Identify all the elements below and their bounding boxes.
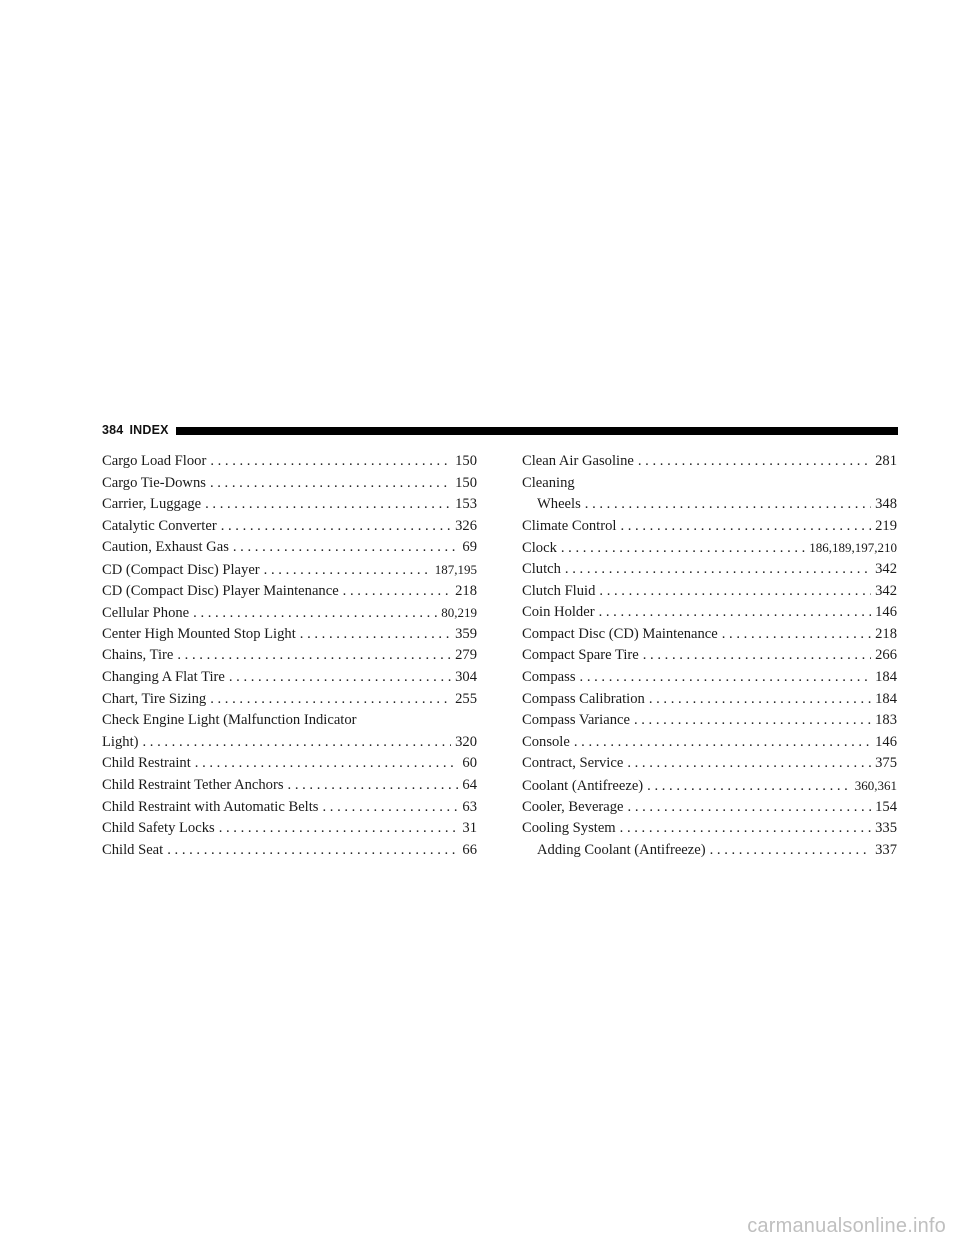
entry-label: Chart, Tire Sizing (102, 690, 207, 707)
index-entry (522, 797, 897, 819)
index-entry (522, 602, 897, 624)
entry-page: 31 (462, 820, 477, 837)
dot-leader (300, 624, 451, 646)
entry-label: CD (Compact Disc) Player (102, 561, 260, 578)
entry-page: 146 (875, 733, 897, 750)
entry-page: 326 (455, 517, 477, 534)
index-heading (522, 473, 897, 495)
entry-page: 375 (875, 755, 897, 772)
entry-label: Child Safety Locks (102, 820, 215, 837)
entry-page: 348 (875, 496, 897, 513)
entry-label: Console (522, 733, 570, 750)
entry-label: Caution, Exhaust Gas (102, 539, 229, 556)
entry-page: 279 (455, 647, 477, 664)
entry-page: 146 (875, 604, 897, 621)
index-entry (522, 451, 897, 473)
index-entry (102, 732, 477, 754)
dot-leader (722, 624, 871, 646)
index-entry (522, 689, 897, 711)
entry-page: 266 (875, 647, 897, 664)
entry-label: Cellular Phone (102, 605, 190, 622)
dot-leader (210, 689, 451, 711)
entry-page: 154 (875, 798, 897, 815)
index-entry (522, 732, 897, 754)
dot-leader (210, 473, 451, 495)
dot-leader (233, 537, 459, 559)
entry-label: Compact Spare Tire (522, 647, 639, 664)
entry-page: 66 (462, 841, 477, 858)
index-entry (522, 818, 897, 840)
entry-page: 150 (455, 474, 477, 491)
index-entry (102, 818, 477, 840)
entry-page: 64 (462, 776, 477, 793)
header-rule (176, 427, 898, 435)
section-title: INDEX (129, 423, 169, 437)
entry-page: 218 (455, 582, 477, 599)
entry-page: 342 (875, 582, 897, 599)
entry-page: 69 (462, 539, 477, 556)
entry-label: Cargo Tie-Downs (102, 474, 206, 491)
dot-leader (620, 516, 871, 538)
index-entry (102, 451, 477, 473)
entry-label: Climate Control (522, 517, 617, 534)
index-entry (102, 645, 477, 667)
index-entry (102, 537, 477, 559)
index-entry (102, 602, 477, 624)
index-entry (522, 753, 897, 775)
entry-label: Contract, Service (522, 755, 624, 772)
watermark: carmanualsonline.info (747, 1215, 946, 1237)
entry-page: 187,195 (434, 561, 477, 577)
dot-leader (634, 710, 871, 732)
index-entry (102, 624, 477, 646)
entry-label: Clutch (522, 560, 561, 577)
index-column-left (102, 451, 477, 861)
dot-leader (264, 560, 431, 582)
entry-page: 63 (462, 798, 477, 815)
index-entry (522, 516, 897, 538)
dot-leader (710, 840, 872, 862)
entry-label: Clean Air Gasoline (522, 453, 634, 469)
entry-page: 184 (875, 690, 897, 707)
entry-label: Adding Coolant (Antifreeze) (537, 841, 706, 858)
entry-page: 281 (875, 453, 897, 469)
entry-label: Chains, Tire (102, 647, 174, 664)
entry-label: Cleaning (522, 474, 575, 491)
index-entry (522, 537, 897, 559)
index-entry (102, 516, 477, 538)
dot-leader (565, 559, 871, 581)
entry-label: Coolant (Antifreeze) (522, 777, 644, 794)
index-entry (522, 667, 897, 689)
entry-label: Light) (102, 733, 139, 750)
entry-label: Child Restraint (102, 755, 191, 772)
dot-leader (580, 667, 872, 689)
entry-label: Clutch Fluid (522, 582, 596, 599)
index-entry (102, 473, 477, 495)
dot-leader (585, 494, 871, 516)
entry-label: CD (Compact Disc) Player Maintenance (102, 582, 339, 599)
entry-label: Cooler, Beverage (522, 798, 624, 815)
entry-label: Coin Holder (522, 604, 595, 621)
dot-leader (210, 451, 451, 473)
dot-leader (574, 732, 871, 754)
dot-leader (599, 602, 872, 624)
dot-leader (627, 753, 871, 775)
entry-page: 183 (875, 712, 897, 729)
dot-leader (599, 581, 871, 603)
index-entry (522, 710, 897, 732)
entry-page: 255 (455, 690, 477, 707)
index-subentry (522, 840, 897, 862)
dot-leader (205, 494, 451, 516)
dot-leader (193, 603, 437, 625)
dot-leader (221, 516, 451, 538)
entry-label: Child Restraint with Automatic Belts (102, 798, 319, 815)
index-entry (102, 797, 477, 819)
index-entry (102, 689, 477, 711)
entry-label: Clock (522, 540, 557, 557)
index-column-right (522, 451, 897, 861)
entry-page: 219 (875, 517, 897, 534)
entry-label: Catalytic Converter (102, 517, 217, 534)
entry-label: Compass Calibration (522, 690, 645, 707)
dot-leader (643, 645, 871, 667)
entry-page: 335 (875, 820, 897, 837)
entry-page: 337 (875, 841, 897, 858)
dot-leader (561, 538, 805, 560)
entry-page: 304 (455, 668, 477, 685)
page-header (102, 420, 898, 440)
dot-leader (649, 689, 871, 711)
dot-leader (343, 581, 451, 603)
index-entry (102, 494, 477, 516)
dot-leader (288, 775, 459, 797)
entry-page: 218 (875, 625, 897, 642)
entry-label: Center High Mounted Stop Light (102, 625, 296, 642)
entry-label: Wheels (537, 496, 581, 513)
entry-label: Cooling System (522, 820, 616, 837)
dot-leader (322, 797, 458, 819)
entry-page: 320 (455, 733, 477, 750)
entry-page: 80,219 (441, 605, 477, 621)
entry-page: 360,361 (854, 777, 897, 793)
entry-label: Compass (522, 668, 576, 685)
dot-leader (177, 645, 451, 667)
index-entry (522, 775, 897, 797)
index-entry (102, 559, 477, 581)
entry-label: Carrier, Luggage (102, 496, 202, 513)
index-entry (522, 559, 897, 581)
index-entry (522, 645, 897, 667)
entry-page: 342 (875, 560, 897, 577)
entry-page: 153 (455, 496, 477, 513)
entry-label: Check Engine Light (Malfunction Indicator (102, 712, 357, 729)
index-entry (102, 667, 477, 689)
dot-leader (142, 732, 451, 754)
entry-page: 150 (455, 453, 477, 469)
index-entry (102, 775, 477, 797)
index-entry (522, 624, 897, 646)
dot-leader (647, 776, 851, 798)
index-entry (102, 581, 477, 603)
dot-leader (167, 840, 458, 862)
index-entry-continued (102, 710, 477, 732)
dot-leader (195, 753, 459, 775)
entry-label: Cargo Load Floor (102, 453, 207, 469)
entry-label: Compact Disc (CD) Maintenance (522, 625, 718, 642)
entry-page: 359 (455, 625, 477, 642)
entry-page: 186,189,197,210 (809, 540, 897, 556)
index-entry (102, 840, 477, 862)
entry-label: Compass Variance (522, 712, 630, 729)
dot-leader (620, 818, 871, 840)
dot-leader (628, 797, 872, 819)
page-number: 384 (102, 423, 124, 437)
index-subentry (522, 494, 897, 516)
dot-leader (229, 667, 451, 689)
entry-label: Child Seat (102, 841, 164, 858)
entry-label: Changing A Flat Tire (102, 668, 225, 685)
dot-leader (638, 451, 871, 473)
index-entry (102, 753, 477, 775)
entry-label: Child Restraint Tether Anchors (102, 776, 284, 793)
dot-leader (219, 818, 459, 840)
entry-page: 60 (462, 755, 477, 772)
entry-page: 184 (875, 668, 897, 685)
index-entry (522, 581, 897, 603)
